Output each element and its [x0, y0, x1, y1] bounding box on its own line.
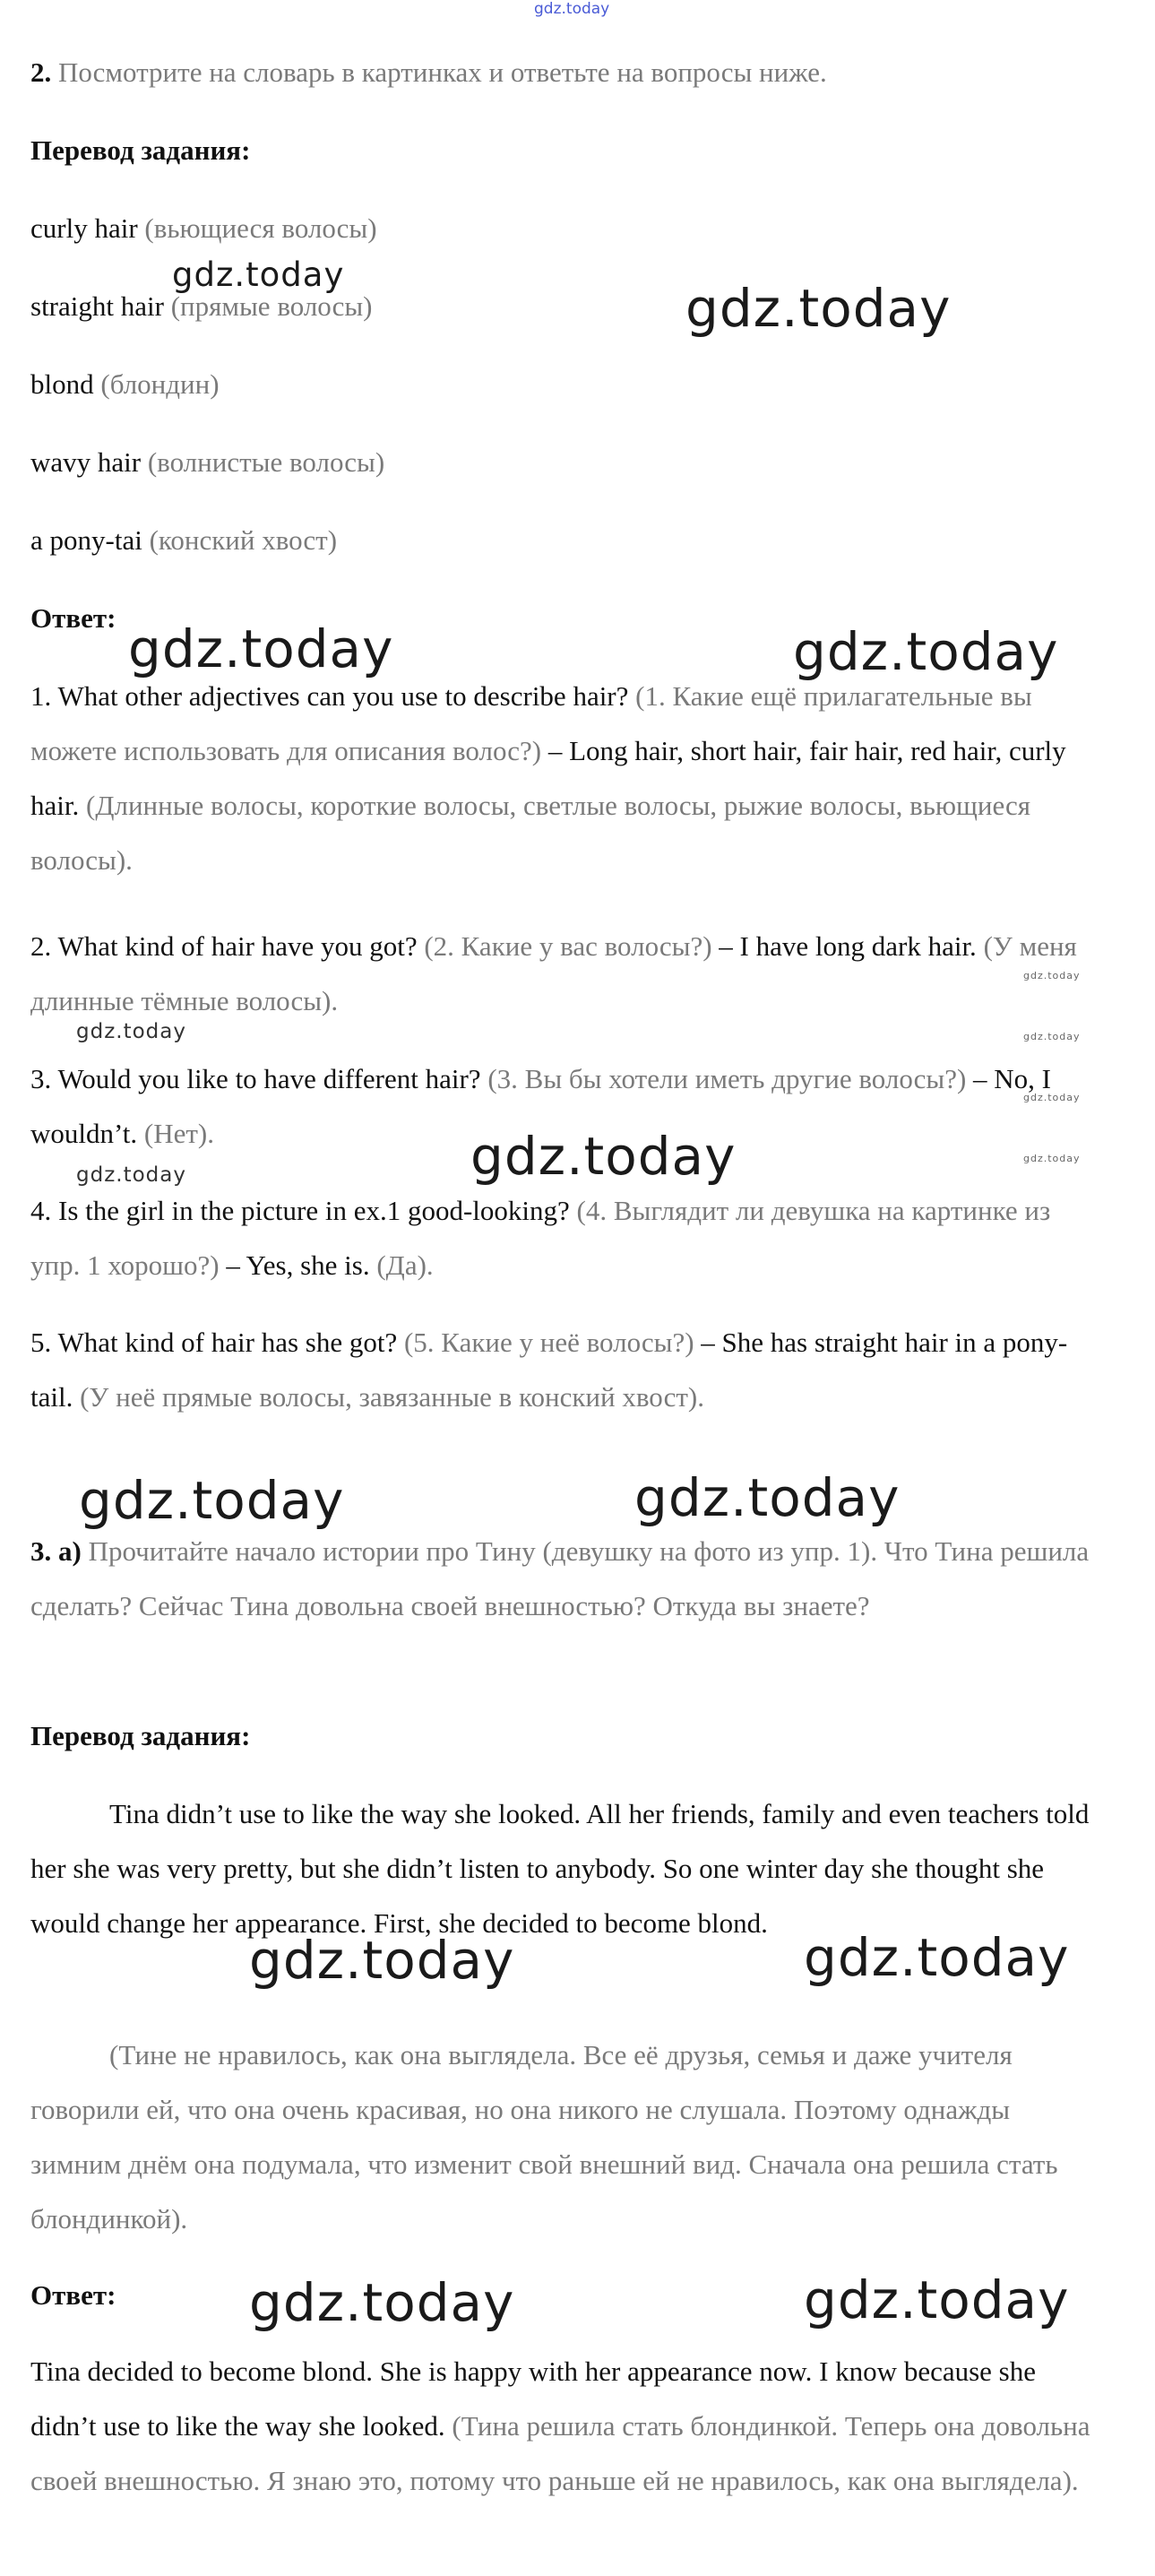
watermark: gdz.today	[79, 1470, 345, 1531]
watermark: gdz.today	[1023, 1092, 1081, 1103]
story-russian: (Тине не нравилось, как она выглядела. Все её друзья, семья и даже учителя говорили ей, что она очень красивая, но она никого не слушала. Поэтому однажды зимним днём она подумала, что изменит свой внешний вид. Сначала она решила стать блондинкой).	[30, 2039, 1058, 2235]
task2-text: Посмотрите на словарь в картинках и ответьте на вопросы ниже.	[58, 56, 827, 88]
watermark: gdz.today	[128, 618, 394, 679]
watermark: gdz.today	[685, 278, 952, 339]
watermark: gdz.today	[76, 1020, 186, 1043]
vocab-item: straight hair (прямые волосы)	[30, 290, 373, 322]
answer-item-2: 2. What kind of hair have you got? (2. Какие у вас волосы?) – I have long dark hair. (У меня длинные тёмные волосы).	[30, 930, 1077, 1016]
story-english: Tina didn’t use to like the way she looked. All her friends, family and even teachers told her she was very pretty, but she didn’t listen to anybody. So one winter day she thought she would change her appearance. First, she decided to become blond.	[30, 1798, 1090, 1939]
watermark: gdz.today	[1023, 970, 1081, 981]
answer-item-4: 4. Is the girl in the picture in ex.1 good-looking? (4. Выглядит ли девушка на картинке из упр. 1 хорошо?) – Yes, she is. (Да).	[30, 1195, 1051, 1281]
watermark: gdz.today	[1023, 1031, 1081, 1042]
vocab-item: a pony-tai (конский хвост)	[30, 524, 338, 556]
task3-answer: Tina decided to become blond. She is happy with her appearance now. I know because she didn’t use to like the way she looked. (Тина решила стать блондинкой. Теперь она довольна своей внешностью. Я знаю это, потому что раньше ей не нравилось, как она выглядела).	[30, 2356, 1090, 2496]
task3-text: Прочитайте начало истории про Тину (девушку на фото из упр. 1). Что Тина решила сделать? Сейчас Тина довольна своей внешностью? Откуда вы знаете?	[30, 1535, 1090, 1621]
vocab-item: curly hair (вьющиеся волосы)	[30, 212, 377, 244]
translation-heading-2: Перевод задания:	[30, 1720, 251, 1751]
watermark: gdz.today	[76, 1163, 186, 1187]
answer-item-1: 1. What other adjectives can you use to describe hair? (1. Какие ещё прилагательные вы можете использовать для описания волос?) – Long hair, short hair, fair hair, red hair, curly hair. (Длинные волосы, короткие волосы, светлые волосы, рыжие волосы, вьющиеся волосы).	[30, 680, 1066, 876]
watermark: gdz.today	[804, 2269, 1070, 2330]
watermark: gdz.today	[172, 255, 345, 294]
vocab-item: blond (блондин)	[30, 368, 220, 400]
watermark: gdz.today	[634, 1467, 901, 1528]
watermark: gdz.today	[249, 1930, 515, 1991]
task2-prompt	[30, 45, 1097, 99]
translation-heading-1: Перевод задания:	[30, 134, 251, 166]
task3-prompt	[30, 1524, 1097, 1633]
task2-number: 2.	[30, 56, 52, 88]
vocab-item: wavy hair (волнистые волосы)	[30, 446, 385, 478]
top-site-link[interactable]: gdz.today	[534, 0, 610, 18]
watermark: gdz.today	[249, 2272, 515, 2333]
answer-item-5: 5. What kind of hair has she got? (5. Какие у неё волосы?) – She has straight hair in a pony-tail. (У неё прямые волосы, завязанные в конский хвост).	[30, 1327, 1068, 1413]
answer-heading-1: Ответ:	[30, 602, 116, 634]
watermark: gdz.today	[804, 1927, 1070, 1988]
watermark: gdz.today	[470, 1126, 737, 1187]
watermark: gdz.today	[793, 621, 1059, 682]
answer-heading-2: Ответ:	[30, 2279, 116, 2311]
task3-number: 3. a)	[30, 1535, 82, 1567]
answer-item-3: 3. Would you like to have different hair? (3. Вы бы хотели иметь другие волосы?) – No, I wouldn’t. (Нет).	[30, 1063, 1051, 1149]
watermark: gdz.today	[1023, 1153, 1081, 1164]
